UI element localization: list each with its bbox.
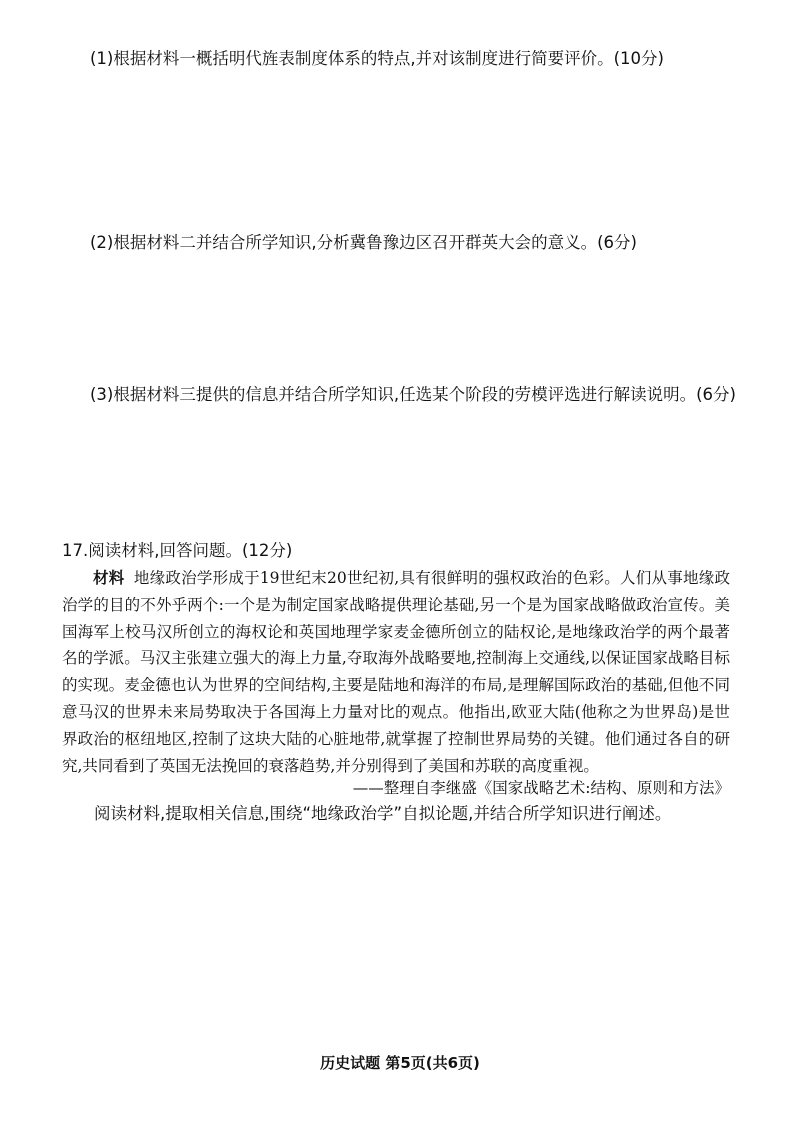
question-17-task: 阅读材料,提取相关信息,围绕“地缘政治学”自拟论题,并结合所学知识进行阐述。 <box>94 804 672 823</box>
question-17-heading: 17.阅读材料,回答问题。(12分) <box>62 541 293 560</box>
page-footer: 历史试题 第5页(共6页) <box>320 1054 480 1072</box>
material-label: 材料 <box>93 569 125 587</box>
material-source: ——整理自李继盛《国家战略艺术:结构、原则和方法》 <box>352 779 730 797</box>
question-2: (2)根据材料二并结合所学知识,分析冀鲁豫边区召开群英大会的意义。(6分) <box>90 233 637 252</box>
question-1: (1)根据材料一概括明代旌表制度体系的特点,并对该制度进行简要评价。(10分) <box>90 49 664 68</box>
material-text: 地缘政治学形成于19世纪末20世纪初,具有很鲜明的强权政治的色彩。人们从事地缘政治学的目的不外乎两个:一个是为制定国家战略提供理论基础,另一个是为国家战略做政治宣传。美国海军上校马汉所创立的海权论和英国地理学家麦金德所创立的陆权论,是地缘政治学的两个最著名的学派。马汉主张建立强大的海上力量,夺取海外战略要地,控制海上交通线,以保证国家战略目标的实现。麦金德也认为世界的空间结构,主要是陆地和海洋的布局,是理解国际政治的基础,但他不同意马汉的世界未来局势取决于各国海上力量对比的观点。他指出,欧亚大陆(他称之为世界岛)是世界政治的枢纽地区,控制了这块大陆的心脏地带,就掌握了控制世界局势的关键。他们通过各自的研究,共同看到了英国无法挽回的衰落趋势,并分别得到了美国和苏联的高度重视。 <box>62 569 730 775</box>
question-17-material <box>62 565 730 779</box>
question-3: (3)根据材料三提供的信息并结合所学知识,任选某个阶段的劳模评选进行解读说明。(6分) <box>90 385 736 404</box>
